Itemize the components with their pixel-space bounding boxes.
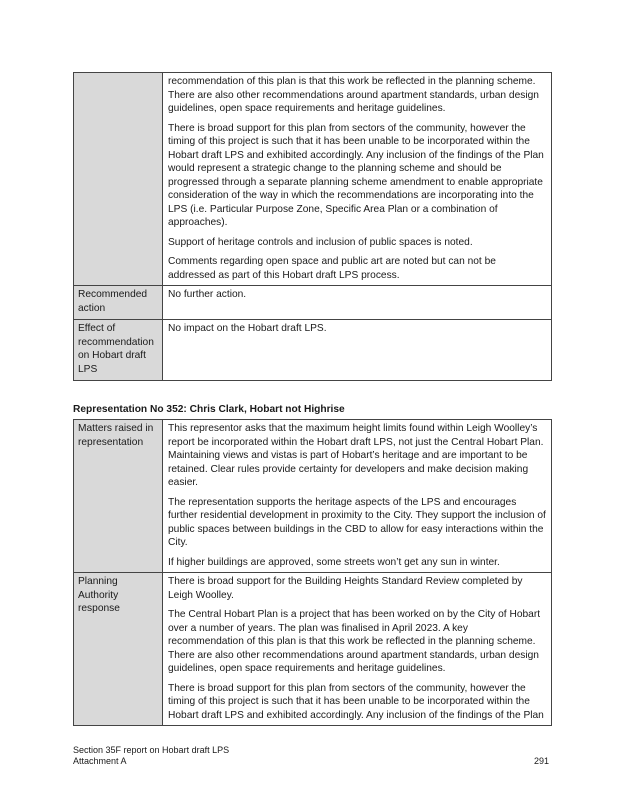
row-label-empty <box>74 73 163 286</box>
effect-value: No impact on the Hobart draft LPS. <box>163 320 552 381</box>
paragraph: The Central Hobart Plan is a project that has been worked on by the City of Hobart over a number of years. The plan was finalised in April 2023. A key recommendation of this plan is that this work be reflected in the planning scheme. There are also other recommendations around apartment standards, urban design guidelines, open space requirements and heritage guidelines. <box>168 609 541 674</box>
response-continued-cell <box>163 73 552 286</box>
recommended-action-value: No further action. <box>163 286 552 320</box>
footer-report-title: Section 35F report on Hobart draft LPS <box>73 745 230 755</box>
table-row <box>74 573 552 726</box>
paragraph: There is broad support for the Building Heights Standard Review completed by Leigh Woolley. <box>168 576 523 601</box>
page-footer <box>73 745 229 767</box>
paragraph: Comments regarding open space and public art are noted but can not be addressed as part of this Hobart draft LPS process. <box>168 256 496 281</box>
effect-label: Effect of recommendation on Hobart draft LPS <box>74 320 163 381</box>
response-cell <box>163 573 552 726</box>
response-label: Planning Authority response <box>74 573 163 726</box>
table-row <box>74 73 552 286</box>
paragraph: There is broad support for this plan from sectors of the community, however the timing of this project is such that it has been unable to be incorporated within the Hobart draft LPS and exhibited accordingly. Any inclusion of the findings of the Plan <box>168 682 544 721</box>
page-number: 291 <box>533 756 549 766</box>
representation-heading: Representation No 352: Chris Clark, Hobart not Highrise <box>73 404 345 415</box>
recommended-action-label: Recommended action <box>74 286 163 320</box>
paragraph: If higher buildings are approved, some streets won’t get any sun in winter. <box>168 556 500 568</box>
table-row <box>74 420 552 573</box>
paragraph: The representation supports the heritage aspects of the LPS and encourages further residential development in proximity to the City. They support the inclusion of public spaces between buildings in the CBD to allow for easy interactions within the City. <box>168 496 546 548</box>
paragraph: There is broad support for this plan from sectors of the community, however the timing of this project is such that it has been unable to be incorporated within the Hobart draft LPS and exhibited accordingly. Any inclusion of the findings of the Plan would represent a strategic change to the planning scheme and should be progressed through a separate planning scheme amendment to enable appropriate consideration of the way in which the recommendations are incorporating into the LPS (i.e. Particular Purpose Zone, Specific Area Plan or a combination of approaches). <box>168 122 544 228</box>
table-row <box>74 320 552 381</box>
table-row <box>74 286 552 320</box>
representation-table-continued <box>73 72 552 381</box>
representation-table <box>73 419 552 726</box>
paragraph: Support of heritage controls and inclusion of public spaces is noted. <box>168 236 473 248</box>
matters-cell <box>163 420 552 573</box>
paragraph: recommendation of this plan is that this work be reflected in the planning scheme. There are also other recommendations around apartment standards, urban design guidelines, open space requirements and heritage guidelines. <box>168 76 539 114</box>
matters-label: Matters raised in representation <box>74 420 163 573</box>
paragraph: This representor asks that the maximum height limits found within Leigh Woolley’s report be incorporated within the Hobart draft LPS, not just the Central Hobart Plan. Maintaining views and vistas is part of Hobart’s heritage and are important to be retained. Clear rules provide certainty for developers and make decision making easier. <box>168 423 544 488</box>
footer-attachment: Attachment A <box>73 756 127 766</box>
